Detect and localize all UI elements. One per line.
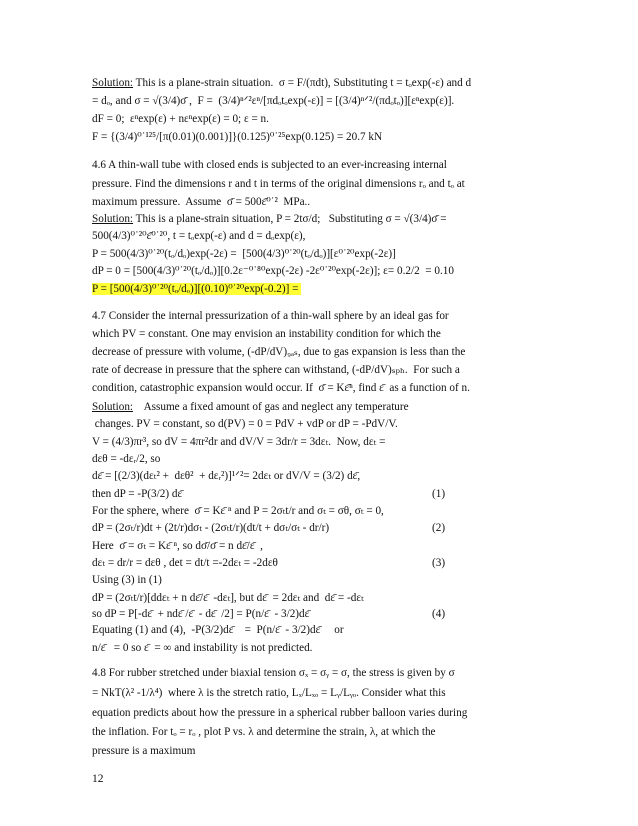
text-line bbox=[92, 327, 441, 342]
text-line bbox=[92, 452, 160, 467]
line-text: which PV = constant. One may envision an instability condition for which the bbox=[92, 328, 441, 340]
line-text: For the sphere, where σ̄ = Kε̄ ⁿ and P = 2σₜt/r and σₜ = σθ, σₜ = 0, bbox=[92, 505, 384, 517]
line-text: 4.7 Consider the internal pressurization of a thin-wall sphere by an ideal gas for bbox=[92, 310, 449, 322]
text-line bbox=[92, 417, 398, 432]
text-line bbox=[92, 130, 382, 145]
text-line bbox=[92, 623, 344, 638]
text-line bbox=[92, 607, 446, 622]
text-line bbox=[92, 94, 454, 109]
line-text: rate of decrease in pressure that the sphere can withstand, (-dP/dV)ₛₚₕ. For such a bbox=[92, 364, 460, 376]
line-text: changes. PV = constant, so d(PV) = 0 = PdV + vdP or dP = -PdV/V. bbox=[92, 418, 398, 430]
line-text: P = 500(4/3)⁰˙²⁰(tₒ/dₒ)exp(-2ε) = [500(4/3)⁰˙²⁰(tₒ/dₒ)][ε⁰˙²⁰exp(-2ε)] bbox=[92, 248, 396, 260]
text-line bbox=[92, 744, 195, 759]
line-text: dP = (2σₜt/r)[ddεₜ + n dε̄/ε̄ -dεₜ], but dε̄ = 2dεₜ and dε̄ = -dεₜ bbox=[92, 592, 364, 604]
text-line bbox=[92, 469, 360, 484]
line-text: 500(4/3)⁰˙²⁰ε̄⁰˙²⁰, t = tₒexp(-ε) and d = dₒexp(ε), bbox=[92, 230, 306, 242]
line-text: Equating (1) and (4), -P(3/2)dε̄ = P(n/ε̄ - 3/2)dε̄ or bbox=[92, 624, 344, 636]
text-line bbox=[92, 400, 409, 415]
equation-number: (2) bbox=[432, 522, 446, 534]
line-text: n/ε̄ = 0 so ε̄ = ∞ and instability is not predicted. bbox=[92, 642, 313, 654]
line-text: This is a plane-strain situation. σ = F/(πdt), Substituting t = tₒexp(-ε) and d bbox=[133, 77, 472, 89]
line-text: 4.8 For rubber stretched under biaxial tension σₓ = σᵧ = σ, the stress is given by σ bbox=[92, 667, 455, 679]
text-line bbox=[92, 381, 470, 396]
text-line bbox=[92, 539, 263, 554]
text-line bbox=[92, 177, 465, 192]
text-line bbox=[92, 706, 467, 721]
line-text: equation predicts about how the pressure in a spherical rubber balloon varies during bbox=[92, 707, 468, 719]
text-line bbox=[92, 195, 310, 210]
line-text: = NkT(λ² -1/λ⁴) where λ is the stretch ratio, Lₓ/Lₓₒ = Lᵧ/Lᵧₒ. Consider what this bbox=[92, 687, 446, 699]
line-text: dF = 0; εⁿexp(ε) + nεⁿexp(ε) = 0; ε = n. bbox=[92, 113, 269, 125]
highlighted-text: P = [500(4/3)⁰˙²⁰(tₒ/dₒ)][(0.10)⁰˙²⁰exp(-0.2)] = bbox=[92, 283, 302, 295]
text-line bbox=[92, 229, 305, 244]
line-text: = dₒ, and σ = √(3/4)σ̄ , F = (3/4)ⁿᐟ²εⁿ/[πdₒtₒexp(-ε)] = [(3/4)ⁿᐟ²/(πdₒtₒ)][εⁿexp(ε)]. bbox=[92, 95, 455, 107]
text-line bbox=[92, 641, 312, 656]
line-text: Here σ̄ = σₜ = Kε̄ ⁿ, so dσ̄/σ̄ = n dε̄/ε̄ , bbox=[92, 540, 263, 552]
text-line bbox=[92, 521, 446, 536]
text-line bbox=[92, 504, 384, 519]
equation-number: (1) bbox=[432, 488, 446, 500]
line-text: the inflation. For tₒ = rₒ , plot P vs. λ and determine the strain, λ, at which the bbox=[92, 726, 436, 738]
text-line bbox=[92, 212, 447, 227]
text-line bbox=[92, 725, 436, 740]
solution-label: Solution: bbox=[92, 77, 134, 89]
page-number: 12 bbox=[92, 773, 104, 785]
equation-number: (4) bbox=[432, 608, 446, 620]
line-text: pressure is a maximum bbox=[92, 745, 196, 757]
text-line bbox=[92, 282, 301, 297]
line-text: F = {(3/4)⁰˙¹²⁵/[π(0.01)(0.001)]}(0.125)⁰˙²⁵exp(0.125) = 20.7 kN bbox=[92, 131, 383, 143]
line-text: so dP = P[-dε̄ + ndε̄ /ε̄ - dε̄ /2] = P(n/ε̄ - 3/2)dε̄ bbox=[92, 608, 310, 620]
text-line bbox=[92, 76, 471, 91]
equation-number: (3) bbox=[432, 557, 446, 569]
line-text: 4.6 A thin-wall tube with closed ends is subjected to an ever-increasing internal bbox=[92, 159, 447, 171]
line-text: dP = (2σₜ/r)dt + (2t/r)dσₜ - (2σₜt/r)(dt/t + dσₜ/σₜ - dr/r) bbox=[92, 522, 330, 534]
line-text: maximum pressure. Assume σ̄ = 500ε̄⁰˙² MPa.. bbox=[92, 196, 311, 208]
text-line bbox=[92, 666, 455, 681]
text-line bbox=[92, 345, 465, 360]
text-line bbox=[92, 556, 446, 571]
line-text: dεθ = -dεᵣ/2, so bbox=[92, 453, 161, 465]
line-text: dε̄ = [(2/3)(dεₜ² + dεθ² + dεᵣ²)]¹ᐟ²= 2dεₜ or dV/V = (3/2) dε̄, bbox=[92, 470, 361, 482]
line-text: Assume a fixed amount of gas and neglect any temperature bbox=[133, 401, 409, 413]
line-text: dP = 0 = [500(4/3)⁰˙²⁰(tₒ/dₒ)][0.2ε⁻⁰˙⁸⁰exp(-2ε) -2ε⁰˙²⁰exp(-2ε)]; ε= 0.2/2 = 0.10 bbox=[92, 265, 454, 277]
text-line bbox=[92, 435, 385, 450]
text-line bbox=[92, 309, 449, 324]
text-line bbox=[92, 686, 446, 701]
solution-label: Solution: bbox=[92, 401, 134, 413]
line-text: decrease of pressure with volume, (-dP/dV)₉ₐₛ, due to gas expansion is less than the bbox=[92, 346, 466, 358]
text-line bbox=[92, 487, 446, 502]
line-text: This is a plane-strain situation, P = 2tσ/d; Substituting σ = √(3/4)σ̄ = bbox=[133, 213, 447, 225]
text-line bbox=[92, 112, 269, 127]
line-text: dεₜ = dr/r = dεθ , det = dt/t =-2dεₜ = -2dεθ bbox=[92, 557, 278, 569]
text-line bbox=[92, 247, 396, 262]
solution-label: Solution: bbox=[92, 213, 134, 225]
line-text: condition, catastrophic expansion would occur. If σ̄ = Kε̄ⁿ, find ε̄ as a function of n. bbox=[92, 382, 470, 394]
text-line bbox=[92, 591, 364, 606]
line-text: V = (4/3)πr³, so dV = 4πr²dr and dV/V = 3dr/r = 3dεₜ. Now, dεₜ = bbox=[92, 436, 386, 448]
text-line bbox=[92, 363, 460, 378]
text-line bbox=[92, 573, 162, 588]
line-text: pressure. Find the dimensions r and t in terms of the original dimensions rₒ and tₒ at bbox=[92, 178, 465, 190]
text-line bbox=[92, 264, 454, 279]
line-text: then dP = -P(3/2) dε̄ bbox=[92, 488, 183, 500]
text-line bbox=[92, 158, 447, 173]
line-text: Using (3) in (1) bbox=[92, 574, 162, 586]
